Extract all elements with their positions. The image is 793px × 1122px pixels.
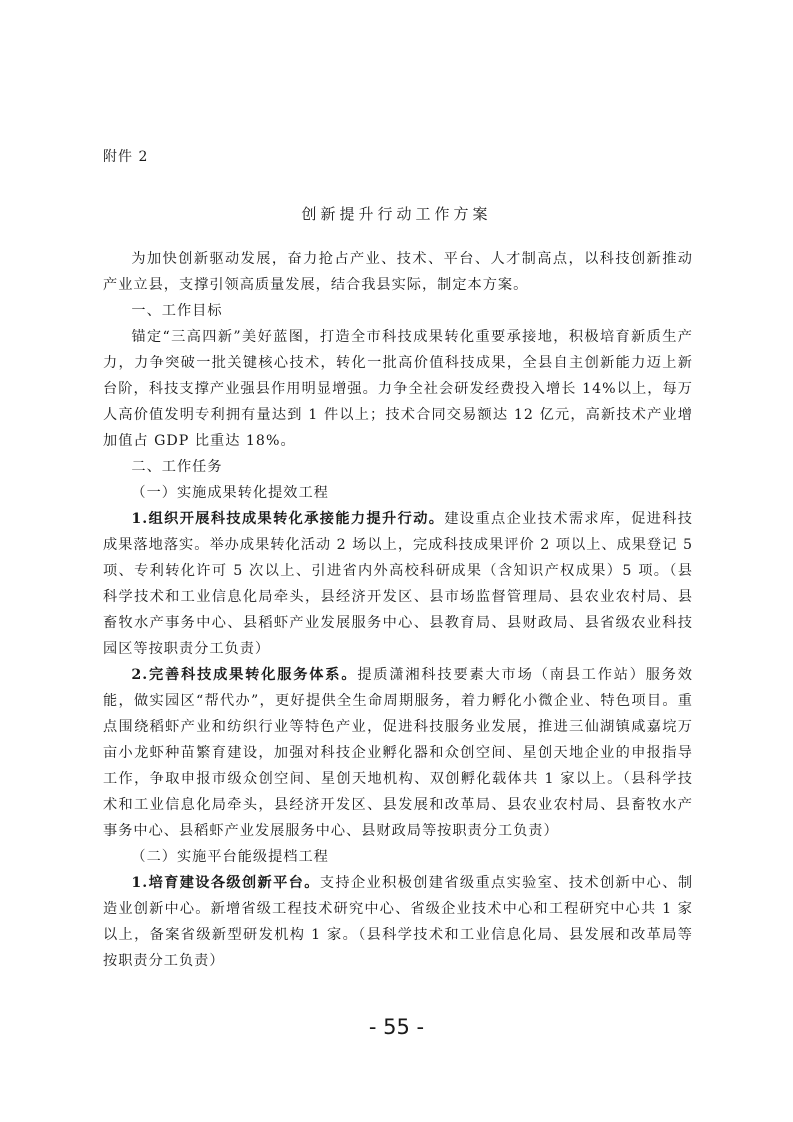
- sub2-item1-lead: 1.培育建设各级创新平台。: [131, 875, 320, 891]
- document-body: [103, 246, 693, 974]
- item2-text: 提质潇湘科技要素大市场（南县工作站）服务效能，做实园区“帮代办”，更好提供全生命周期服务，着力孵化小微企业、特色项目。重点围绕稻虾产业和纺织行业等特色产业，促进科技服务业发展，推进三仙湖镇咸嘉垸万亩小龙虾种苗繁育建设，加强对科技企业孵化器和众创空间、星创天地企业的申报指导工作，争取申报市级众创空间、星创天地机构、双创孵化载体共 1 家以上。（县科学技术和工业信息化局牵头，县经济开发区、县发展和改革局、县农业农村局、县畜牧水产事务中心、县稻虾产业发展服务中心、县财政局等按职责分工负责）: [103, 667, 693, 839]
- subsection2-item1: [103, 870, 693, 974]
- sub2-item1-text: 支持企业积极创建省级重点实验室、技术创新中心、制造业创新中心。新增省级工程技术研究中心、省级企业技术中心和工程研究中心共 1 家以上，备案省级新型研发机构 1 家。（县科学技术和工业信息化局、县发展和改革局等按职责分工负责）: [103, 875, 694, 969]
- item2-lead: 2.完善科技成果转化服务体系。: [131, 667, 358, 683]
- subsection1-item1: [103, 506, 693, 662]
- subsection2-heading: （二）实施平台能级提档工程: [131, 849, 329, 865]
- section1-paragraph: 锚定“三高四新”美好蓝图，打造全市科技成果转化重要承接地，积极培育新质生产力，力争突破一批关键核心技术，转化一批高价值科技成果，全县自主创新能力迈上新台阶，科技支撑产业强县作用明显增强。力争全社会研发经费投入增长 14%以上，每万人高价值发明专利拥有量达到 1 件以上；技术合同交易额达 12 亿元，高新技术产业增加值占 GDP 比重达 18%。: [103, 329, 693, 449]
- intro-paragraph: 为加快创新驱动发展，奋力抢占产业、技术、平台、人才制高点，以科技创新推动产业立县，支撑引领高质量发展，结合我县实际，制定本方案。: [103, 251, 693, 293]
- item1-lead: 1.组织开展科技成果转化承接能力提升行动。: [131, 511, 445, 527]
- subsection1-item2: [103, 662, 693, 844]
- page-number: - 55 -: [368, 1015, 425, 1039]
- subsection1-heading: （一）实施成果转化提效工程: [131, 485, 329, 501]
- annex-label: 附件 2: [103, 149, 149, 165]
- item1-text: 建设重点企业技术需求库，促进科技成果落地落实。举办成果转化活动 2 场以上，完成科技成果评价 2 项以上、成果登记 5 项、专利转化许可 5 次以上、引进省内外高校科研成果（含知识产权成果）5 项。（县科学技术和工业信息化局牵头，县经济开发区、县市场监督管理局、县农业农村局、县畜牧水产事务中心、县稻虾产业发展服务中心、县教育局、县财政局、县省级农业科技园区等按职责分工负责）: [103, 511, 693, 657]
- document-title: 创新提升行动工作方案: [301, 205, 492, 223]
- section1-heading: 一、工作目标: [131, 303, 223, 319]
- section2-heading: 二、工作任务: [131, 459, 223, 475]
